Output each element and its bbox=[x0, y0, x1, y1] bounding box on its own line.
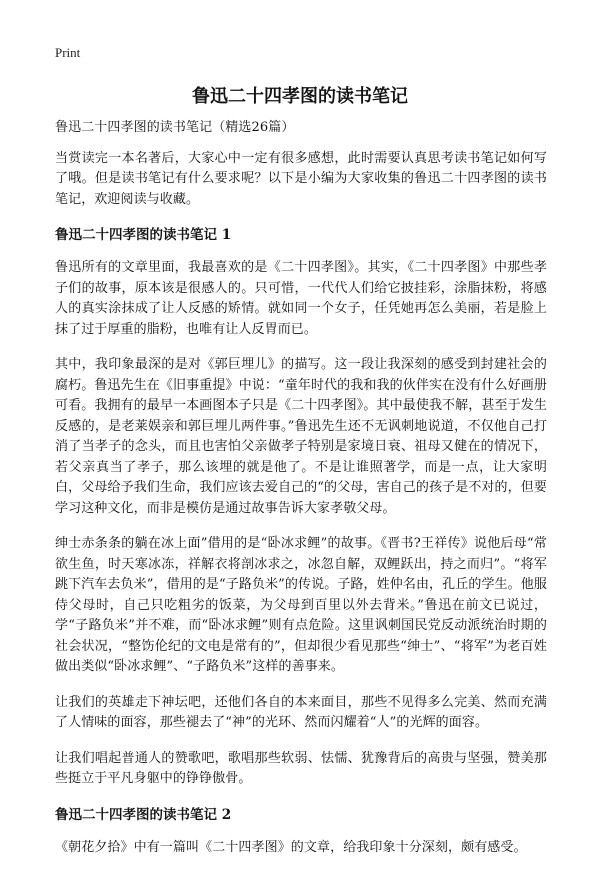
print-link[interactable]: Print bbox=[55, 45, 81, 60]
page-title: 鲁迅二十四孝图的读书笔记 bbox=[192, 86, 408, 107]
intro-paragraph: 当赏读完一本名著后，大家心中一定有很多感想，此时需要认真思考读书笔记如何写了哦。但是读书笔记有什么要求呢？以下是小编为大家收集的鲁迅二十四孝图的读书笔记，欢迎阅读与收藏。 bbox=[55, 150, 547, 207]
paragraph: 《朝花夕拾》中有一篇叫《二十四孝图》的文章，给我印象十分深刻，颇有感受。 bbox=[55, 839, 527, 855]
paragraph: 让我们的英雄走下神坛吧，还他们各自的本来面目，那些不见得多么完美、然而充满了人情味的面容，那些褪去了“神”的光环、然而闪耀着“人”的光辉的面容。 bbox=[55, 694, 547, 730]
section-heading: 鲁迅二十四孝图的读书笔记 2 bbox=[55, 806, 232, 823]
article-body bbox=[55, 118, 547, 873]
section-heading: 鲁迅二十四孝图的读书笔记 1 bbox=[55, 227, 232, 243]
paragraph: 让我们唱起普通人的赞歌吧，歌唱那些软弱、怯懦、犹豫背后的高贵与坚强，赞美那些挺立于平凡身躯中的铮铮傲骨。 bbox=[55, 750, 547, 786]
paragraph: 其中，我印象最深的是对《郭巨埋儿》的描写。这一段让我深刻的感受到封建社会的腐朽。鲁迅先生在《旧事重提》中说：“童年时代的我和我的伙伴实在没有什么好画册可看。我拥有的最早一本画图本子只是《二十四孝图》。其中最使我不解，甚至于发生反感的，是老莱娱亲和郭巨埋儿两件事。”鲁迅先生还不无讽刺地说道，不仅他自己打消了当孝子的念头，而且也害怕父亲做孝子特别是家境日衰、祖母又健在的情况下，若父亲真当了孝子，那么该埋的就是他了。不是让谁照著学，而是一点，让大家明白，父母给予我们生命，我们应该去爱自己的“的父母，害自己的孩子是不对的，但要学习这种文化，而非是模仿是通过故事告诉大家孝敬父母。 bbox=[55, 357, 547, 516]
paragraph: 鲁迅所有的文章里面，我最喜欢的是《二十四孝图》。其实，《二十四孝图》中那些孝子们的故事，原本该是很感人的。只可惜，一代代人们给它披挂彩，涂脂抹粉，将感人的真实涂抹成了让人反感的矫情。就如同一个女子，任凭她再怎么美丽，若是脸上抹了过于厚重的脂粉，也唯有让人反胃而已。 bbox=[55, 260, 547, 337]
paragraph: 绅士赤条条的躺在冰上面”借用的是“卧冰求鲤”的故事。《晋书?王祥传》说他后母“常欲生鱼，时天寒冰冻，祥解衣将剖冰求之，冰忽自解，双鲤跃出，持之而归”。“将军跳下汽车去负米”，借用的是“子路负米”的传说。子路，姓仲名由，孔丘的学生。他服侍父母时，自己只吃粗劣的饭菜，为父母到百里以外去背米。”鲁迅在前文已说过，学“子路负米”并不难，而“卧冰求鲤”则有点危险。这里讽刺国民党反动派统治时期的社会状况，“整饬伦纪的文电是常有的”，但却很少看见那些“绅士”、“将军”为老百姓做出类似“卧冰求鲤”、“子路负米”这样的善事来。 bbox=[55, 536, 547, 674]
article-subtitle: 鲁迅二十四孝图的读书笔记（精选26篇） bbox=[55, 120, 295, 135]
